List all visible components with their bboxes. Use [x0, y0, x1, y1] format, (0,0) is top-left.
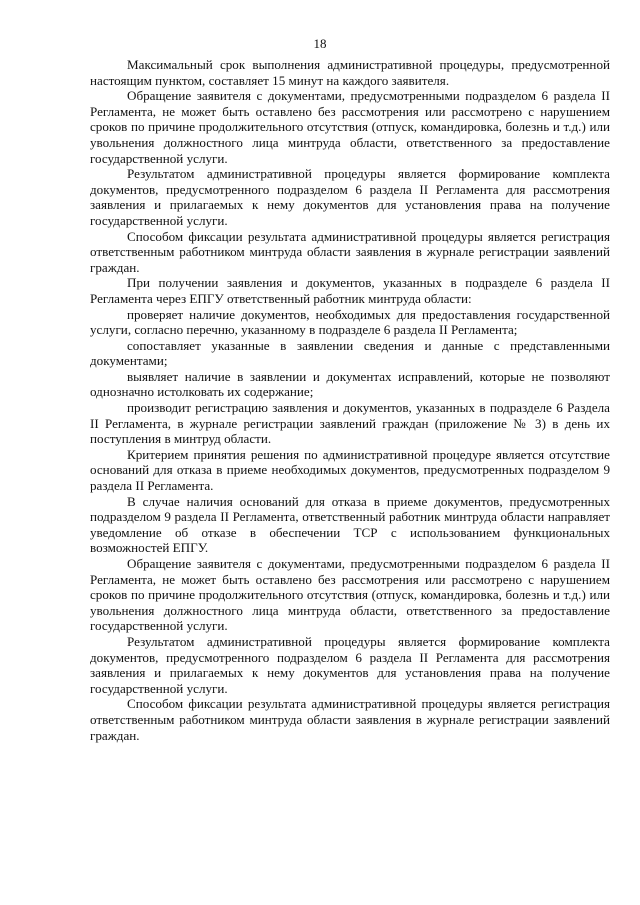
paragraph-compare-data: сопоставляет указанные в заявлении сведения и данные с представленными документами;	[90, 337, 610, 369]
paragraph-register-application: производит регистрацию заявления и документов, указанных в подразделе 6 Раздела II Регламента, в журнале регистрации заявлений граждан (приложение № 3) в день их поступления в минтруд области.	[90, 400, 610, 447]
paragraph-check-documents: проверяет наличие документов, необходимых для предоставления государственной услуги, согласно перечню, указанному в подразделе 6 раздела II Регламента;	[90, 306, 610, 338]
paragraph-detect-corrections: выявляет наличие в заявлении и документах исправлений, которые не позволяют однозначно истолковать их содержание;	[90, 368, 610, 400]
paragraph-decision-criterion: Критерием принятия решения по административной процедуре является отсутствие оснований для отказа в приеме необходимых документов, предусмотренных подразделом 9 раздела II Регламента.	[90, 446, 610, 494]
paragraph-refusal-notice: В случае наличия оснований для отказа в приеме документов, предусмотренных подразделом 9 раздела II Регламента, ответственный работник минтруда области направляет уведомление об отказе в обеспечении ТСР с использованием функциональных возможностей ЕПГУ.	[90, 493, 610, 556]
paragraph-result-recording: Способом фиксации результата административной процедуры является регистрация ответственным работником минтруда области заявления в журнале регистрации заявлений граждан.	[90, 228, 610, 275]
paragraph-max-time: Максимальный срок выполнения административной процедуры, предусмотренной настоящим пунктом, составляет 15 минут на каждого заявителя.	[90, 57, 610, 88]
paragraph-epgu-receipt: При получении заявления и документов, указанных в подразделе 6 раздела II Регламента через ЕПГУ ответственный работник минтруда области:	[90, 275, 610, 306]
paragraph-result-recording-repeat: Способом фиксации результата административной процедуры является регистрация ответственным работником минтруда области заявления в журнале регистрации заявлений граждан.	[90, 696, 610, 743]
page-number: 18	[313, 36, 327, 51]
paragraph-procedure-result: Результатом административной процедуры является формирование комплекта документов, предусмотренного подразделом 6 раздела II Регламента для рассмотрения заявления и прилагаемых к нему документов для установления права на получение государственной услуги.	[90, 166, 610, 228]
paragraph-appeal-handling-repeat: Обращение заявителя с документами, предусмотренными подразделом 6 раздела II Регламента, не может быть оставлено без рассмотрения или рассмотрено с нарушением сроков по причине продолжительного отсутствия (отпуск, командировка, болезнь и т.д.) или увольнения должностного лица минтруда области, ответственного за предоставление государственной услуги.	[90, 556, 610, 634]
paragraph-procedure-result-repeat: Результатом административной процедуры является формирование комплекта документов, предусмотренного подразделом 6 раздела II Регламента для рассмотрения заявления и прилагаемых к нему документов для установления права на получение государственной услуги.	[90, 633, 610, 696]
document-body	[90, 57, 610, 743]
paragraph-appeal-handling: Обращение заявителя с документами, предусмотренными подразделом 6 раздела II Регламента, не может быть оставлено без рассмотрения или рассмотрено с нарушением сроков по причине продолжительного отсутствия (отпуск, командировка, болезнь и т.д.) или увольнения должностного лица минтруда области, ответственного за предоставление государственной услуги.	[90, 88, 610, 166]
